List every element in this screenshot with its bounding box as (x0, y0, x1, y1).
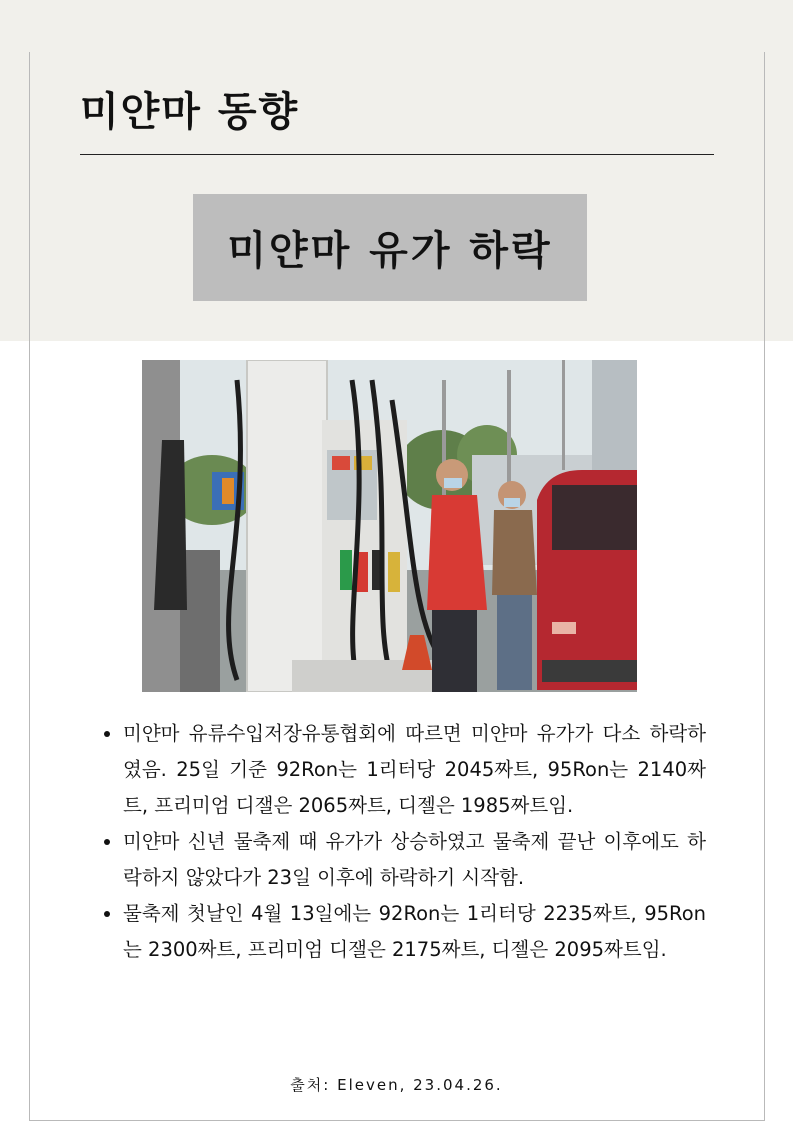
gas-station-illustration (142, 360, 637, 692)
section-title: 미얀마 동향 (80, 89, 300, 135)
headline-title: 미얀마 유가 하락 (227, 228, 553, 274)
frame-border-bottom (29, 1120, 765, 1121)
bullet-item: 미얀마 신년 물축제 때 유가가 상승하였고 물축제 끝난 이후에도 하락하지 않았다가 23일 이후에 하락하기 시작함. (100, 824, 706, 896)
bullet-item: 미얀마 유류수입저장유통협회에 따르면 미얀마 유가가 다소 하락하였음. 25일 기준 92Ron는 1리터당 2045짜트, 95Ron는 2140짜트, 프리미엄 디잴은 2065짜트, 디젤은 1985짜트임. (100, 716, 706, 824)
frame-border-right (764, 52, 765, 1121)
gas-station-photo (142, 360, 637, 692)
title-divider (80, 154, 714, 155)
bullet-item: 물축제 첫날인 4월 13일에는 92Ron는 1리터당 2235짜트, 95Ron는 2300짜트, 프리미엄 디잴은 2175짜트, 디젤은 2095짜트임. (100, 896, 706, 968)
headline-box (193, 194, 587, 301)
frame-border-left (29, 52, 30, 1121)
bullet-list (100, 716, 706, 968)
source-citation: 출처: Eleven, 23.04.26. (290, 1076, 503, 1094)
